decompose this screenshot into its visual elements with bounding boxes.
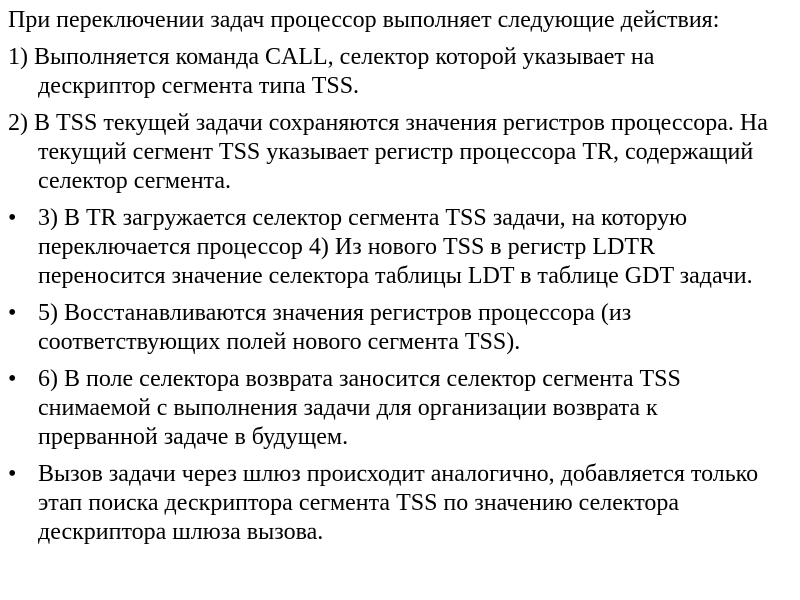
step-3-4-list-item	[8, 204, 776, 291]
bullet-icon: •	[8, 366, 17, 392]
intro-paragraph	[8, 6, 776, 35]
bullet-icon: •	[8, 461, 17, 487]
bullet-icon: •	[8, 300, 17, 326]
gate-call-text: Вызов задачи через шлюз происходит аналогично, добавляется только этап поиска дескриптора сегмента TSS по значению селектора дескриптора шлюза вызова.	[38, 461, 759, 545]
intro-text: При переключении задач процессор выполняет следующие действия:	[8, 7, 720, 33]
bullet-icon: •	[8, 205, 17, 231]
step-1-text: 1) Выполняется команда CALL, селектор которой указывает на дескриптор сегмента типа TSS.	[8, 44, 655, 99]
step-6-list-item	[8, 365, 776, 452]
step-6-text: 6) В поле селектора возврата заносится селектор сегмента TSS снимаемой с выполнения задачи для организации возврата к прерванной задаче в будущем.	[38, 366, 681, 450]
step-5-text: 5) Восстанавливаются значения регистров процессора (из соответствующих полей нового сегмента TSS).	[38, 300, 632, 355]
step-2-text: 2) В TSS текущей задачи сохраняются значения регистров процессора. На текущий сегмент TSS указывает регистр процессора TR, содержащий селектор сегмента.	[8, 110, 768, 194]
step-2-paragraph	[8, 109, 776, 196]
step-3-4-text: 3) В TR загружается селектор сегмента TSS задачи, на которую переключается процессор 4) Из нового TSS в регистр LDTR переносится значение селектора таблицы LDT в таблице GDT задачи.	[38, 205, 753, 289]
gate-call-list-item	[8, 460, 776, 547]
step-1-paragraph	[8, 43, 776, 101]
step-5-list-item	[8, 299, 776, 357]
